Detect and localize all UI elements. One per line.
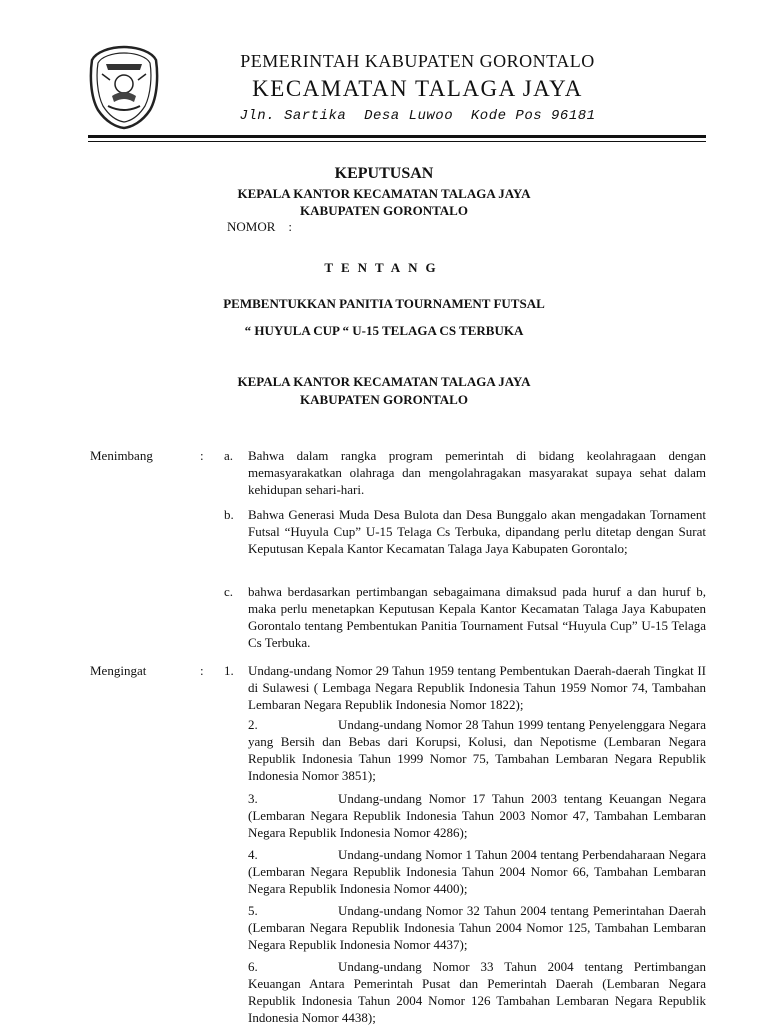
- item-body: Undang-undang Nomor 33 Tahun 2004 tentang Pertimbangan Keuangan Antara Pemerintah Pusat dan Pemerintah Daerah (Lembaran Negara Republik Indonesia Tahun 2004 Nomor 126 Tambahan Lembaran Negara Republik Indonesia Nomor 4438);: [248, 959, 706, 1025]
- issuer-line-1: KEPALA KANTOR KECAMATAN TALAGA JAYA: [237, 186, 531, 201]
- letterhead: [180, 50, 655, 124]
- letterhead-rule-thin: [88, 141, 706, 142]
- item-text: Bahwa dalam rangka program pemerintah di bidang keolahragaan dengan memasyarakatkan olahraga dan mengolahragakan masyarakat supaya sehat dalam kehidupan sehari-hari.: [248, 448, 706, 497]
- list-item: [224, 716, 706, 784]
- item-text: Bahwa Generasi Muda Desa Bulota dan Desa Bunggalo akan mengadakan Tornament Futsal “Huyula Cup” U-15 Telaga Cs Terbuka, dipandang perlu ditetap dengan Surat Keputusan Kepala Kantor Kecamatan Talaga Jaya Kabupaten Gorontalo;: [248, 507, 706, 556]
- item-body: Undang-undang Nomor 32 Tahun 2004 tentang Pemerintahan Daerah (Lembaran Negara Republik Indonesia Tahun 2004 Nomor 125, Tambahan Lembaran Negara Republik Indonesia Nomor 4437);: [248, 903, 706, 952]
- issuer-repeat-line-1: KEPALA KANTOR KECAMATAN TALAGA JAYA: [237, 374, 531, 389]
- item-marker: a.: [224, 448, 234, 463]
- item-text: Undang-undang Nomor 29 Tahun 1959 tentang Pembentukan Daerah-daerah Tingkat II di Sulawesi ( Lembaga Negara Republik Indonesia Tahun 1959 Nomor 74, Tambahan Lembaran Negara Republik Indonesia Nomor 1822);: [248, 663, 706, 712]
- issuer-repeat-line-2: KABUPATEN GORONTALO: [300, 392, 468, 407]
- subject-line-2: “ HUYULA CUP “ U-15 TELAGA CS TERBUKA: [244, 323, 524, 338]
- item-marker: 4.: [248, 847, 258, 862]
- item-marker: 2.: [248, 717, 258, 732]
- list-item: [224, 506, 706, 557]
- issuer-line-2: KABUPATEN GORONTALO: [300, 203, 468, 218]
- item-text: [248, 846, 706, 897]
- decree-heading: KEPUTUSAN: [334, 165, 434, 182]
- mengingat-colon: :: [200, 663, 204, 678]
- list-item: [224, 662, 706, 713]
- list-item: [224, 846, 706, 897]
- letterhead-rule-thick: [88, 135, 706, 138]
- item-marker: 6.: [248, 959, 258, 974]
- list-item: [224, 583, 706, 651]
- item-body: Undang-undang Nomor 28 Tahun 1999 tentang Penyelenggara Negara yang Bersih dan Bebas dari Korupsi, Kolusi, dan Nepotisme (Lembaran Negara Republik Indonesia Tahun 1999 Nomor 75, Tambahan Lembaran Negara Republik Indonesia Nomor 3851);: [248, 717, 706, 783]
- decree-number: NOMOR :: [227, 219, 293, 234]
- item-text: [248, 902, 706, 953]
- list-item: [224, 447, 706, 498]
- item-marker: 5.: [248, 903, 258, 918]
- item-body: Undang-undang Nomor 1 Tahun 2004 tentang Perbendaharaan Negara (Lembaran Negara Republik Indonesia Tahun 2004 Nomor 66, Tambahan Lembaran Negara Republik Indonesia Nomor 4400);: [248, 847, 706, 896]
- item-marker: 1.: [224, 663, 234, 678]
- item-text: bahwa berdasarkan pertimbangan sebagaimana dimaksud pada huruf a dan huruf b, maka perlu menetapkan Keputusan Kepala Kantor Kecamatan Talaga Jaya Kabupaten Gorontalo tentang Pembentukan Panitia Tournament Futsal “Huyula Cup” U-15 Telaga Cs Terbuka.: [248, 584, 706, 650]
- government-name: PEMERINTAH KABUPATEN GORONTALO: [240, 51, 595, 71]
- item-text: [248, 790, 706, 841]
- menimbang-colon: :: [200, 448, 204, 463]
- list-item: [224, 902, 706, 953]
- regency-crest-icon: [88, 44, 160, 130]
- menimbang-label: Menimbang: [90, 448, 153, 463]
- item-marker: b.: [224, 507, 234, 522]
- item-marker: 3.: [248, 791, 258, 806]
- list-item: [224, 958, 706, 1026]
- item-text: [248, 716, 706, 784]
- item-body: Undang-undang Nomor 17 Tahun 2003 tentang Keuangan Negara (Lembaran Negara Republik Indonesia Tahun 2003 Nomor 47, Tambahan Lembaran Negara Republik Indonesia Nomor 4286);: [248, 791, 706, 840]
- item-marker: c.: [224, 584, 234, 599]
- district-name: KECAMATAN TALAGA JAYA: [252, 76, 583, 101]
- list-item: [224, 790, 706, 841]
- tentang-heading: TENTANG: [324, 260, 444, 275]
- mengingat-label: Mengingat: [90, 663, 147, 678]
- subject-line-1: PEMBENTUKKAN PANITIA TOURNAMENT FUTSAL: [223, 296, 545, 311]
- item-text: [248, 958, 706, 1026]
- office-address: Jln. Sartika Desa Luwoo Kode Pos 96181: [239, 108, 596, 124]
